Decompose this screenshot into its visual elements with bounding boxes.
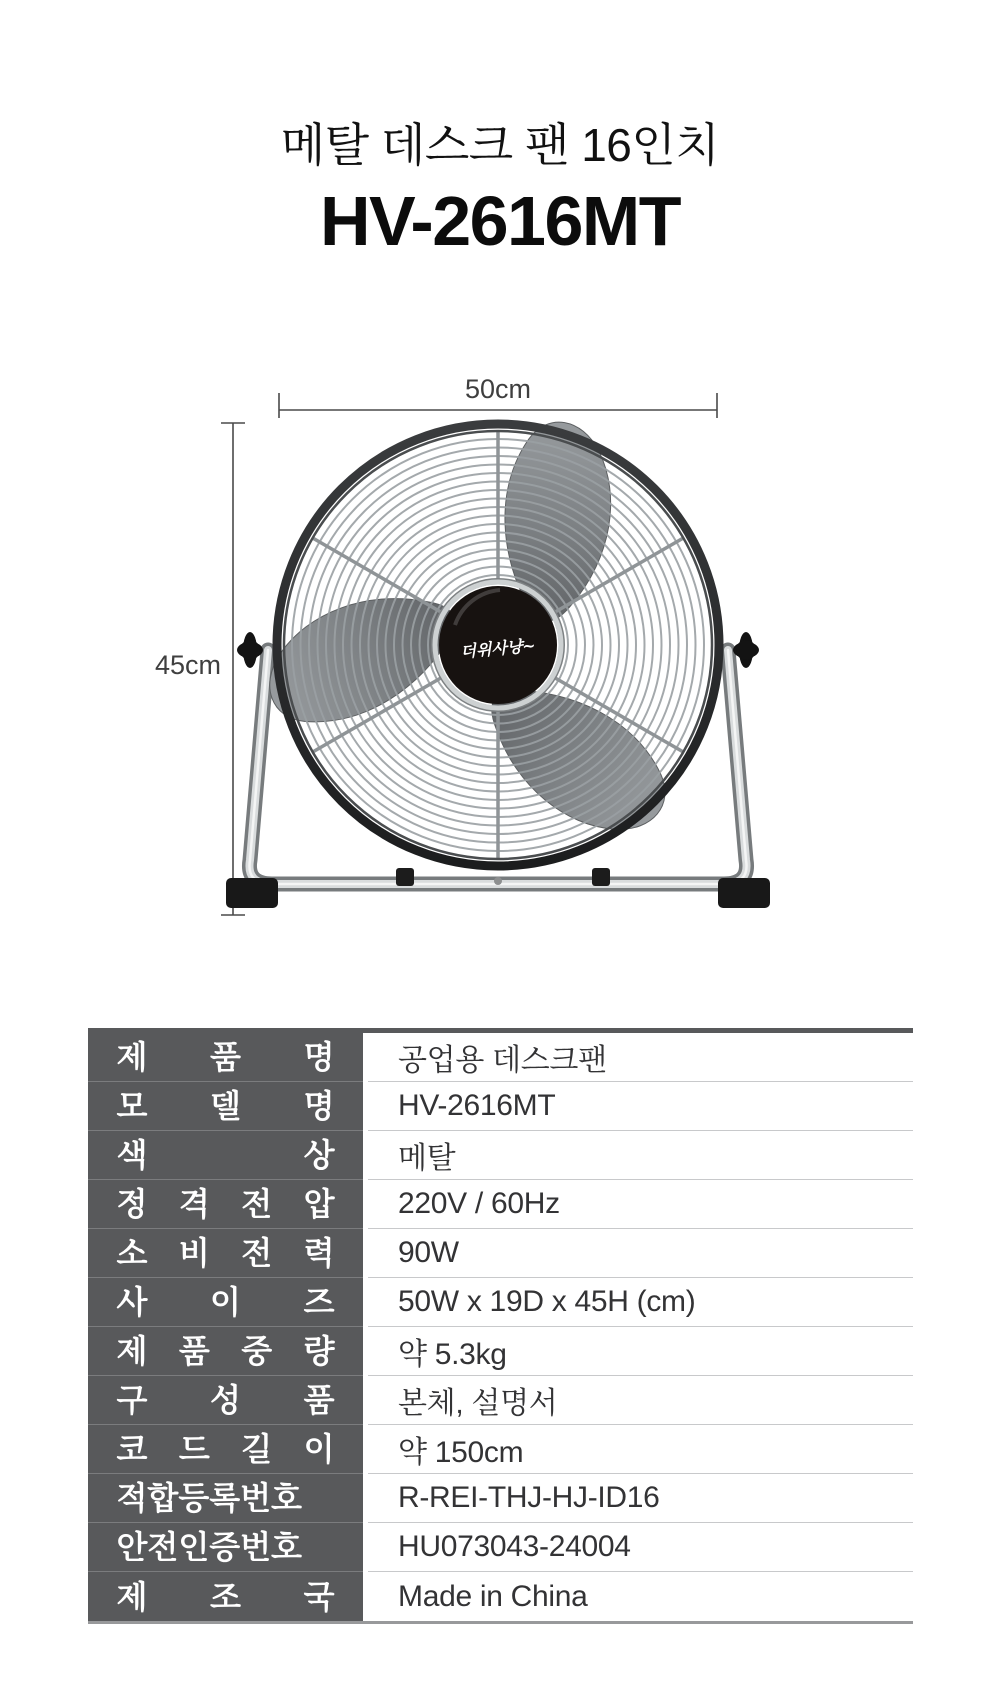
spec-value: Made in China [398,1579,588,1613]
product-subtitle: 메탈 데스크 팬 16인치 [280,119,720,171]
spec-label-cell [88,1327,363,1376]
spec-value: 220V / 60Hz [398,1187,560,1220]
spec-value: 약 5.3kg [398,1338,507,1371]
spec-label: 소 비 전 력 [116,1235,335,1271]
spec-label-cell [88,1474,363,1523]
spec-label-cell [88,1572,363,1621]
spec-label: 구 성 품 [116,1382,335,1418]
spec-value-cell [368,1474,913,1523]
spec-value: 50W x 19D x 45H (cm) [398,1285,696,1318]
spec-value: HU073043-24004 [398,1530,631,1563]
spec-value: 메탈 [398,1142,456,1175]
stand-foot-right [718,878,770,908]
table-row [88,1278,913,1327]
spec-label-cell [88,1082,363,1131]
product-model-title: HV-2616MT [320,182,680,261]
spec-label: 제 품 중 량 [116,1333,335,1369]
spec-value: 본체, 설명서 [398,1387,558,1420]
spec-label-cell [88,1278,363,1327]
table-row [88,1425,913,1474]
spec-value-cell [368,1033,913,1082]
spec-value: 공업용 데스크팬 [398,1044,607,1077]
table-row [88,1376,913,1425]
spec-value-cell [368,1278,913,1327]
spec-label: 제 조 국 [116,1578,335,1615]
spec-value-cell [368,1572,913,1621]
spec-label-cell [88,1425,363,1474]
hub-logo-text: 더위사냥~ [459,635,537,662]
table-row [88,1082,913,1131]
table-row [88,1131,913,1180]
stand-screw [494,877,502,885]
spec-value-cell [368,1327,913,1376]
spec-label-cell [88,1180,363,1229]
spec-label: 색 상 [116,1137,335,1173]
spec-label: 정 격 전 압 [116,1186,335,1222]
spec-label: 제 품 명 [116,1039,335,1075]
tilt-knob-right [733,632,759,668]
spec-table [88,1028,913,1624]
spec-value: 약 150cm [398,1436,524,1469]
fan-illustration [0,340,1000,920]
dimension-width-label: 50cm [464,374,532,404]
spec-label-cell [88,1229,363,1278]
stand-clip-right [592,868,610,886]
stand-foot-left [226,878,278,908]
spec-value: 90W [398,1236,459,1269]
table-row [88,1474,913,1523]
table-row [88,1523,913,1572]
table-row [88,1572,913,1621]
spec-value-cell [368,1425,913,1474]
spec-label: 사 이 즈 [116,1284,335,1320]
spec-label: 코 드 길 이 [116,1431,335,1467]
spec-value-cell [368,1180,913,1229]
table-row [88,1033,913,1082]
dimension-height [221,423,245,915]
tilt-knob-left [237,632,263,668]
spec-value-cell [368,1131,913,1180]
table-row [88,1180,913,1229]
spec-value-cell [368,1376,913,1425]
page-header [0,118,1000,260]
spec-label: 안전인증번호 [116,1529,302,1565]
spec-label-cell [88,1131,363,1180]
spec-value-cell [368,1082,913,1131]
fan-head [259,407,719,866]
spec-label: 모 델 명 [116,1088,335,1124]
spec-value: R-REI-THJ-HJ-ID16 [398,1481,660,1514]
table-row [88,1229,913,1278]
stand-clip-left [396,868,414,886]
spec-value-cell [368,1523,913,1572]
table-row [88,1327,913,1376]
spec-label: 적합등록번호 [116,1480,302,1516]
spec-label-cell [88,1376,363,1425]
dimension-height-label: 45cm [154,650,221,680]
product-diagram [0,340,1000,920]
spec-value-cell [368,1229,913,1278]
spec-label-cell [88,1523,363,1572]
spec-value: HV-2616MT [398,1089,556,1122]
spec-label-cell [88,1033,363,1082]
